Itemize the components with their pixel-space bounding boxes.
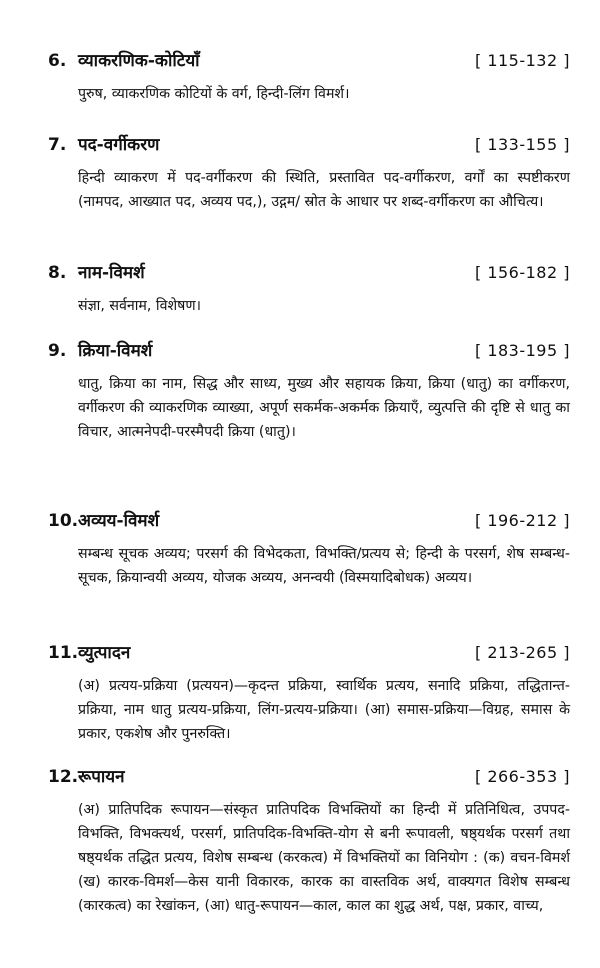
chapter-title-text: नाम-विमर्श <box>78 263 145 283</box>
chapter-number: 12. <box>48 767 79 787</box>
chapter-summary: (अ) प्रत्यय-प्रक्रिया (प्रत्ययन)—कृदन्त प्रक्रिया, स्वार्थिक प्रत्यय, सनादि प्रक्रिया, तद्धितान्त-प्रक्रिया, नाम धातु प्रत्यय-प्रक्रिया, लिंग-प्रत्यय-प्रक्रिया। (आ) समास-प्रक्रिया—विग्रह, समास के प्रकार, एकशेष और पुनरुक्ति। <box>78 678 570 742</box>
page-range: [ 156-182 ] <box>474 263 570 282</box>
chapter-heading <box>48 338 570 368</box>
chapter-title-text: व्याकरणिक-कोटियाँ <box>78 51 200 71</box>
chapter-heading <box>48 260 570 290</box>
chapter-heading <box>48 508 570 538</box>
chapter-summary: हिन्दी व्याकरण में पद-वर्गीकरण की स्थिति, प्रस्तावित पद-वर्गीकरण, वर्गों का स्पष्टीकरण (नामपद, आख्यात पद, अव्यय पद,), उद्गम/ स्रोत के आधार पर शब्द-वर्गीकरण का औचित्य। <box>78 170 570 210</box>
chapter-heading <box>48 764 570 794</box>
chapter-title <box>48 132 159 155</box>
chapter-summary: धातु, क्रिया का नाम, सिद्ध और साध्य, मुख्य और सहायक क्रिया, क्रिया (धातु) का वर्गीकरण, वर्गीकरण की व्याकरणिक व्याख्या, अपूर्ण सकर्मक-अकर्मक क्रियाएँ, व्युत्पत्ति की दृष्टि से धातु का विचार, आत्मनेपदी-परस्मैपदी क्रिया (धातु)। <box>78 376 570 440</box>
chapter-heading <box>48 132 570 162</box>
chapter-title <box>48 48 200 71</box>
chapter-number: 7. <box>48 135 67 155</box>
chapter-entry <box>48 260 570 338</box>
chapter-title-text: व्युत्पादन <box>78 643 131 663</box>
chapter-summary: (अ) प्रातिपदिक रूपायन—संस्कृत प्रातिपदिक विभक्तियों का हिन्दी में प्रतिनिधित्व, उपपद-विभक्ति, विभक्त्यर्थ, परसर्ग, प्रातिपदिक-विभक्ति-योग से बनी रूपावली, षष्ठ्यर्थक परसर्ग तथा षष्ठ्यर्थक तद्धित प्रत्यय, विशेष सम्बन्ध (करकत्व) में विभक्तियों का विनियोग : (क) वचन-विमर्श (ख) कारक-विमर्श—केस यानी विकारक, कारक का वास्तविक अर्थ, वाक्यगत विशेष सम्बन्ध (कारकत्व) का रेखांकन, (आ) धातु-रूपायन—काल, काल का शुद्ध अर्थ, पक्ष, प्रकार, वाच्य, <box>78 802 570 914</box>
chapter-title <box>48 260 145 283</box>
chapter-title-text: पद-वर्गीकरण <box>78 135 160 155</box>
chapter-entry <box>48 640 570 764</box>
chapter-number: 11. <box>48 643 79 663</box>
chapter-summary: सम्बन्ध सूचक अव्यय; परसर्ग की विभेदकता, विभक्ति/प्रत्यय से; हिन्दी के परसर्ग, शेष सम्बन्ध-सूचक, क्रियान्वयी अव्यय, योजक अव्यय, अनन्वयी (विस्मयादिबोधक) अव्यय। <box>78 546 570 586</box>
page-range: [ 133-155 ] <box>474 135 570 154</box>
chapter-heading <box>48 640 570 670</box>
chapter-entry <box>48 764 570 954</box>
page-range: [ 266-353 ] <box>474 767 570 786</box>
chapter-summary: पुरुष, व्याकरणिक कोटियों के वर्ग, हिन्दी-लिंग विमर्श। <box>78 86 350 102</box>
chapter-number: 9. <box>48 341 67 361</box>
chapter-entry <box>48 132 570 260</box>
chapter-entry <box>48 48 570 132</box>
chapter-summary: संज्ञा, सर्वनाम, विशेषण। <box>78 298 201 314</box>
page-range: [ 196-212 ] <box>474 511 570 530</box>
chapter-entry <box>48 338 570 508</box>
chapter-number: 10. <box>48 511 79 531</box>
page-range: [ 213-265 ] <box>474 643 570 662</box>
chapter-title-text: क्रिया-विमर्श <box>78 341 153 361</box>
chapter-entry <box>48 508 570 640</box>
chapter-title-text: रूपायन <box>78 767 125 787</box>
chapter-number: 8. <box>48 263 67 283</box>
chapter-title <box>48 508 159 531</box>
chapter-title <box>48 764 125 787</box>
chapter-number: 6. <box>48 51 67 71</box>
page-range: [ 183-195 ] <box>474 341 570 360</box>
chapter-heading <box>48 48 570 78</box>
chapter-title <box>48 640 130 663</box>
chapter-title-text: अव्यय-विमर्श <box>78 511 160 531</box>
page-range: [ 115-132 ] <box>474 51 570 70</box>
chapter-title <box>48 338 152 361</box>
